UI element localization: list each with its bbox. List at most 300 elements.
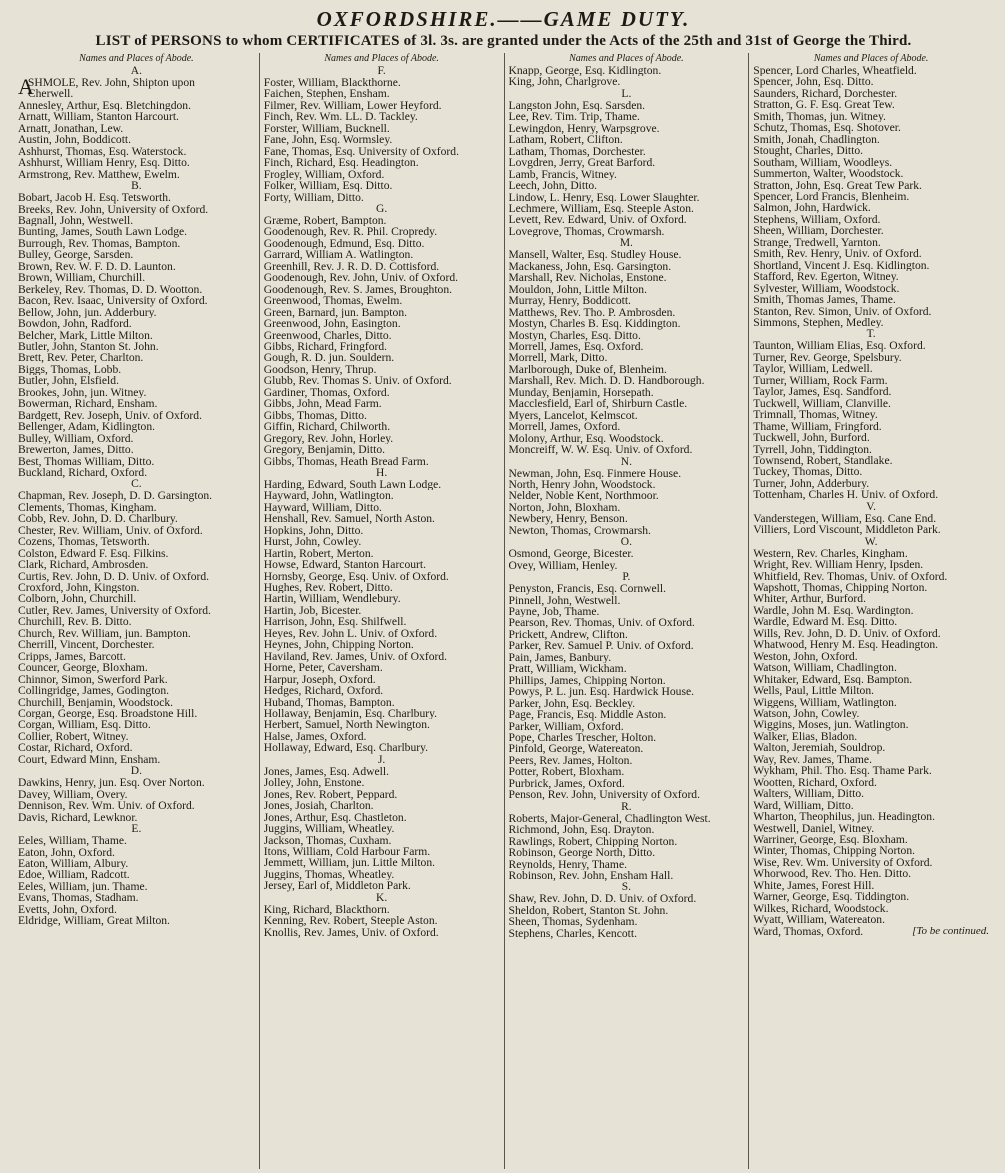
entry-text: Harpur, Joseph, Oxford.: [263, 673, 376, 686]
list-entry: [753, 513, 989, 524]
list-entry: [753, 868, 989, 879]
entry-text: Wiggins, Moses, jun. Watlington.: [753, 719, 909, 731]
list-entry: [509, 226, 745, 237]
entry-text: Greenhill, Rev. J. R. D. D. Cottisford.: [263, 260, 440, 273]
entry-text: Goodson, Henry, Thrup.: [263, 363, 377, 376]
list-entry: [509, 203, 745, 214]
entry-text: Lovgdren, Jerry, Great Barford.: [508, 157, 656, 169]
entry-text: Nelder, Noble Kent, Northmoor.: [508, 490, 659, 502]
entry-text: Eeles, William, jun. Thame.: [18, 880, 148, 893]
entry-text: Gough, R. D. jun. Souldern.: [263, 352, 395, 364]
list-entry: [18, 249, 255, 260]
list-entry: [264, 731, 500, 742]
entry-text: Salmon, John, Hardwick.: [753, 202, 871, 214]
entry-text: Weston, John, Oxford.: [753, 650, 858, 663]
entry-text: Biggs, Thomas, Lobb.: [18, 363, 122, 376]
entry-text: Tuckwell, John, Burford.: [753, 432, 870, 444]
entry-text: Corgan, William, Esq. Ditto.: [18, 719, 151, 731]
entry-text: Stought, Charles, Ditto.: [753, 145, 864, 157]
entry-text: Juggins, Thomas, Wheatley.: [263, 868, 395, 881]
entry-text: Taylor, James, Esq. Sandford.: [753, 386, 892, 398]
entry-text: Matthews, Rev. Tho. P. Ambrosden.: [508, 306, 676, 319]
list-entry: [509, 732, 745, 743]
list-entry: [753, 891, 989, 902]
list-entry: [264, 295, 500, 306]
entry-text: Butler, John, Elsfield.: [18, 375, 119, 387]
list-entry: [18, 226, 255, 237]
list-entry: [18, 685, 255, 696]
list-entry: [18, 593, 255, 604]
list-entry: [753, 214, 989, 225]
entry-text: Schutz, Thomas, Esq. Shotover.: [753, 122, 901, 134]
list-entry: [18, 731, 255, 742]
list-entry: [509, 675, 745, 686]
entry-text: Wardle, Edward M. Esq. Ditto.: [753, 616, 898, 628]
entry-text: Hornsby, George, Esq. Univ. of Oxford.: [263, 570, 449, 583]
entry-text: Leech, John, Ditto.: [508, 180, 598, 192]
entry-text: Jones, Rev. Robert, Peppard.: [263, 788, 398, 801]
list-entry: [18, 375, 255, 386]
entry-text: Wharton, Theophilus, jun. Headington.: [753, 811, 935, 823]
list-entry: [264, 318, 500, 329]
entry-text: Eldridge, William, Great Milton.: [18, 915, 170, 927]
entry-text: Arnatt, Jonathan, Lew.: [18, 122, 124, 135]
list-entry: [264, 157, 500, 168]
entry-text: Knapp, George, Esq. Kidlington.: [508, 65, 662, 77]
entry-text: Marlborough, Duke of, Blenheim.: [508, 363, 667, 376]
entry-text: Goodenough, Rev. R. Phil. Cropredy.: [263, 226, 438, 238]
list-entry: [18, 719, 255, 730]
entry-text: Colston, Edward F. Esq. Filkins.: [18, 547, 169, 560]
list-entry: [18, 111, 255, 122]
entry-text: SHMOLE, Rev. John, Shipton upon: [27, 77, 195, 89]
list-entry: [18, 754, 255, 765]
entry-text: Molony, Arthur, Esq. Woodstock.: [508, 432, 664, 445]
entry-text: Greenwood, Thomas, Ewelm.: [263, 295, 403, 307]
entry-text: Bellenger, Adam, Kidlington.: [18, 421, 156, 433]
entry-text: Latham, Robert, Clifton.: [508, 134, 623, 146]
list-entry: [753, 398, 989, 409]
entry-text: Lamb, Francis, Witney.: [508, 168, 617, 181]
entry-text: Trimnall, Thomas, Witney.: [753, 409, 878, 421]
list-entry: [18, 616, 255, 627]
list-entry: [753, 616, 989, 627]
list-entry: [264, 605, 500, 616]
entry-text: Frogley, William, Oxford.: [263, 168, 385, 181]
entry-text: Turner, Rev. George, Spelsbury.: [753, 351, 902, 364]
list-entry: [264, 88, 500, 99]
entry-text: Davis, Richard, Lewknor.: [18, 811, 138, 824]
entry-text: Goodenough, Edmund, Esq. Ditto.: [263, 237, 425, 250]
list-entry: [264, 192, 500, 203]
entry-text: Bellow, John, jun. Adderbury.: [18, 306, 157, 319]
entry-text: Mostyn, Charles, Esq. Ditto.: [508, 329, 641, 341]
list-entry: [18, 915, 255, 926]
entry-text: Cutler, Rev. James, University of Oxford.: [18, 604, 211, 617]
column-header: Names and Places of Abode.: [324, 53, 439, 64]
list-entry: [18, 559, 255, 570]
entry-text: Watson, John, Cowley.: [753, 708, 860, 720]
list-entry: [509, 663, 745, 674]
entry-text: Hughes, Rev. Robert, Ditto.: [263, 582, 393, 594]
list-entry: [509, 595, 745, 606]
entry-text: Robinson, George North, Ditto.: [508, 847, 656, 859]
entry-text: Clark, Richard, Ambrosden.: [18, 559, 149, 571]
entry-text: Wills, Rev. John, D. D. Univ. of Oxford.: [753, 627, 941, 640]
list-entry: [509, 525, 745, 536]
entry-text: Richmond, John, Esq. Drayton.: [508, 824, 655, 836]
entry-text: Wootten, Richard, Oxford.: [753, 776, 877, 789]
list-entry: [509, 778, 745, 789]
list-entry: [509, 560, 745, 571]
entry-text: Summerton, Walter, Woodstock.: [753, 168, 904, 180]
list-entry: [18, 307, 255, 318]
list-entry: [753, 489, 989, 500]
list-entry: [18, 284, 255, 295]
section-letter: J.: [377, 753, 386, 766]
list-entry: [509, 214, 745, 225]
list-entry: [264, 674, 500, 685]
list-entry: [18, 169, 255, 180]
entry-text: Ward, Thomas, Oxford.: [753, 925, 864, 938]
column-header: Names and Places of Abode.: [79, 53, 194, 64]
list-entry: [509, 157, 745, 168]
section-letter: S.: [621, 881, 632, 894]
entry-text: Cripps, James, Barcott.: [18, 650, 126, 663]
list-entry: [18, 77, 255, 100]
entry-text: Way, Rev. James, Thame.: [753, 753, 872, 766]
entry-text: Rawlings, Robert, Chipping Norton.: [508, 835, 678, 848]
entry-text: Tottenham, Charles H. Univ. of Oxford.: [753, 489, 939, 501]
entry-text: Lewingdon, Henry, Warpsgrove.: [508, 122, 660, 135]
list-entry: [753, 742, 989, 753]
entry-text: Latham, Thomas, Dorchester.: [508, 145, 646, 158]
list-entry: [18, 605, 255, 616]
list-entry: [509, 617, 745, 628]
entry-text: Wyatt, William, Watereaton.: [753, 914, 885, 926]
list-entry: [753, 777, 989, 788]
section-letter: O.: [620, 536, 632, 549]
entry-text: Jones, Josiah, Charlton.: [263, 800, 374, 812]
list-entry: [264, 904, 500, 915]
list-entry: [264, 582, 500, 593]
entry-text: Evans, Thomas, Stadham.: [18, 892, 139, 904]
entry-text: Collingridge, James, Godington.: [18, 685, 170, 697]
list-entry: [264, 571, 500, 582]
entry-text: Langston John, Esq. Sarsden.: [508, 99, 646, 112]
list-entry: [18, 502, 255, 513]
entry-text: Stanton, Rev. Simon, Univ. of Oxford.: [753, 305, 932, 317]
entry-text: Gregory, Benjamin, Ditto.: [263, 444, 386, 456]
list-entry: [264, 708, 500, 719]
list-entry: [753, 421, 989, 432]
entry-text: Whitfield, Rev. Thomas, Univ. of Oxford.: [753, 570, 948, 583]
list-entry: [509, 513, 745, 524]
list-entry: [264, 330, 500, 341]
list-entry: [264, 100, 500, 111]
list-entry: [264, 180, 500, 191]
list-entry: [18, 272, 255, 283]
page-subtitle: LIST of PERSONS to whom CERTIFICATES of 3l. 3s. are granted under the Acts of the 25th and 31st of George the Third.: [95, 33, 912, 49]
list-entry: [18, 548, 255, 559]
entry-text: Sylvester, William, Woodstock.: [753, 282, 900, 295]
list-entry: [509, 468, 745, 479]
list-entry: [753, 674, 989, 685]
list-entry: [509, 813, 745, 824]
entry-text: Dennison, Rev. Wm. Univ. of Oxford.: [18, 800, 195, 812]
entry-text: Whatwood, Henry M. Esq. Headington.: [753, 639, 939, 651]
list-entry: [753, 180, 989, 191]
list-entry: [264, 433, 500, 444]
list-entry: [753, 880, 989, 891]
entry-text: Hayward, William, Ditto.: [263, 501, 382, 514]
section-letter: R.: [621, 800, 632, 813]
entry-text: Fane, John, Esq. Wormsley.: [263, 134, 393, 146]
list-entry: [18, 421, 255, 432]
list-entry: [753, 662, 989, 673]
entry-text: Phillips, James, Chipping Norton.: [508, 674, 666, 687]
entry-text: Hollaway, Edward, Esq. Charlbury.: [263, 742, 429, 754]
entry-text: Spencer, John, Esq. Ditto.: [753, 76, 874, 88]
list-entry: [753, 225, 989, 236]
entry-text: Warner, George, Esq. Tiddington.: [753, 891, 910, 903]
entry-text: Heynes, John, Chipping Norton.: [263, 639, 414, 651]
list-entry: [264, 639, 500, 650]
entry-text: Arnatt, William, Stanton Harcourt.: [18, 111, 179, 123]
column-4: [748, 53, 993, 1169]
list-entry: [509, 928, 745, 939]
entry-text: Parker, Rev. Samuel P. Univ. of Oxford.: [508, 640, 694, 652]
list-entry: [753, 283, 989, 294]
entry-text: Churchill, Benjamin, Woodstock.: [18, 696, 174, 709]
list-entry: [264, 387, 500, 398]
entry-text: Stephens, Charles, Kencott.: [508, 927, 637, 940]
list-entry: [18, 398, 255, 409]
list-entry: [753, 134, 989, 145]
entry-text: Ashhurst, William Henry, Esq. Ditto.: [18, 157, 190, 169]
entry-text: Goodenough, Rev. John, Univ. of Oxford.: [263, 272, 459, 284]
entry-text: Green, Barnard, jun. Bampton.: [263, 306, 408, 319]
list-entry: [264, 697, 500, 708]
list-entry: [264, 77, 500, 88]
list-entry: [753, 548, 989, 559]
list-entry: [264, 812, 500, 823]
entry-text: King, John, Charlgrove.: [508, 76, 621, 88]
entry-text: Garrard, William A. Watlington.: [263, 249, 414, 261]
entry-text: Lee, Rev. Tim. Trip, Thame.: [508, 111, 640, 123]
list-entry: [753, 685, 989, 696]
section-letter: V.: [866, 500, 876, 513]
entry-text: Bobart, Jacob H. Esq. Tetsworth.: [18, 192, 171, 204]
list-entry: [264, 284, 500, 295]
list-entry: [753, 708, 989, 719]
entry-text-continued: Cherwell.: [27, 87, 74, 100]
list-entry: [509, 755, 745, 766]
list-entry: [18, 123, 255, 134]
list-entry: [509, 709, 745, 720]
list-entry: [18, 639, 255, 650]
list-entry: [264, 846, 500, 857]
list-entry: [18, 352, 255, 363]
section-letter: G.: [376, 202, 388, 215]
entry-text: Stephens, William, Oxford.: [753, 213, 881, 226]
entry-text: Greenwood, Charles, Ditto.: [263, 329, 392, 341]
list-entry: [753, 903, 989, 914]
entry-text: Dawkins, Henry, jun. Esq. Over Norton.: [18, 777, 205, 789]
section-letter: W.: [864, 535, 878, 548]
entry-text: Stratton, John, Esq. Great Tew Park.: [753, 179, 922, 191]
entry-text: Penson, Rev. John, University of Oxford.: [508, 789, 700, 801]
list-entry: [753, 248, 989, 259]
list-entry: [264, 421, 500, 432]
entry-text: Forster, William, Bucknell.: [263, 122, 390, 135]
continued-note: [To be continued.: [912, 925, 989, 937]
entry-text: Chester, Rev. William, Univ. of Oxford.: [18, 524, 203, 537]
column-header: Names and Places of Abode.: [813, 53, 929, 64]
list-entry: [509, 180, 745, 191]
entry-text: Marshall, Rev. Mich. D. D. Handborough.: [508, 375, 705, 387]
entry-text: Newbery, Henry, Benson.: [508, 513, 628, 525]
entry-text: Turner, William, Rock Farm.: [753, 374, 888, 387]
list-entry: [753, 571, 989, 582]
entry-text: Robinson, Rev. John, Ensham Hall.: [508, 870, 674, 882]
entry-text: Court, Edward Minn, Ensham.: [18, 753, 161, 766]
entry-text: Wise, Rev. Wm. University of Oxford.: [753, 856, 933, 869]
list-entry: [509, 698, 745, 709]
list-entry: [264, 628, 500, 639]
entry-text: Winter, Thomas, Chipping Norton.: [753, 845, 916, 857]
entry-text: Brookes, John, jun. Witney.: [18, 386, 147, 399]
entry-text: Jolley, John, Enstone.: [263, 777, 365, 789]
list-entry: [264, 662, 500, 673]
entry-text: Ovey, William, Henley.: [508, 559, 618, 572]
entry-text: Mouldon, John, Little Milton.: [508, 283, 647, 296]
list-entry: [18, 146, 255, 157]
entry-text: Sheen, William, Dorchester.: [753, 225, 884, 237]
list-entry: [18, 869, 255, 880]
entry-text: Sheen, Thomas, Sydenham.: [508, 916, 638, 928]
list-entry: [753, 294, 989, 305]
entry-text: Cobb, Rev. John, D. D. Charlbury.: [18, 513, 178, 525]
entry-text: Prickett, Andrew, Clifton.: [508, 628, 628, 641]
list-entry: [264, 823, 500, 834]
list-entry: [509, 169, 745, 180]
entry-text: Sheldon, Robert, Stanton St. John.: [508, 904, 669, 917]
list-entry: [753, 88, 989, 99]
list-entry: [264, 444, 500, 455]
list-entry: [18, 881, 255, 892]
section-letter: C.: [131, 478, 142, 491]
list-entry: [509, 192, 745, 203]
list-entry: [753, 271, 989, 282]
list-entry: [18, 708, 255, 719]
list-entry: [264, 146, 500, 157]
entry-text: Heyes, Rev. John L. Univ. of Oxford.: [263, 627, 438, 640]
entry-text: Cozens, Thomas, Tetsworth.: [18, 536, 150, 548]
entry-text: Walker, Elias, Bladon.: [753, 730, 858, 743]
list-entry: [18, 134, 255, 145]
list-entry: [509, 905, 745, 916]
list-entry: [264, 226, 500, 237]
list-entry: [18, 789, 255, 800]
list-entry: [264, 123, 500, 134]
list-entry: [264, 857, 500, 868]
list-entry: [264, 502, 500, 513]
entry-text: Wilkes, Richard, Woodstock.: [753, 902, 889, 915]
entry-text: Macclesfield, Earl of, Shirburn Castle.: [508, 398, 688, 410]
entry-text: Finch, Richard, Esq. Headington.: [263, 157, 419, 169]
list-entry: [753, 375, 989, 386]
list-entry: [509, 686, 745, 697]
list-entry: [18, 571, 255, 582]
entry-text: Gardiner, Thomas, Oxford.: [263, 386, 390, 399]
entry-text: Bardgett, Rev. Joseph, Univ. of Oxford.: [18, 409, 202, 422]
entry-text: Best, Thomas William, Ditto.: [18, 455, 155, 467]
list-entry: [509, 502, 745, 513]
entry-text: Taunton, William Elias, Esq. Oxford.: [753, 340, 926, 352]
list-entry: [264, 341, 500, 352]
list-entry: [264, 777, 500, 788]
entry-text: Corgan, George, Esq. Broadstone Hill.: [18, 708, 198, 720]
list-entry: [753, 306, 989, 317]
list-entry: [264, 490, 500, 501]
entry-text: Chapman, Rev. Joseph, D. D. Garsington.: [18, 490, 213, 502]
entry-text: Whitaker, Edward, Esq. Bampton.: [753, 673, 913, 686]
entry-text: Horne, Peter, Caversham.: [263, 662, 383, 674]
entry-text: Hopkins, John, Ditto.: [263, 524, 364, 537]
list-entry: [509, 836, 745, 847]
entry-text: Stratton, G. F. Esq. Great Tew.: [753, 99, 895, 111]
entry-text: Harding, Edward, South Lawn Lodge.: [263, 478, 442, 491]
list-entry: [753, 76, 989, 87]
list-entry: [18, 628, 255, 639]
list-entry: [753, 202, 989, 213]
list-entry: [264, 169, 500, 180]
entry-text: Brown, William, Churchill.: [18, 272, 146, 284]
list-entry: [753, 605, 989, 616]
list-entry: [18, 295, 255, 306]
list-entry: [264, 272, 500, 283]
entry-text: Brett, Rev. Peter, Charlton.: [18, 352, 144, 364]
list-entry: [264, 364, 500, 375]
entry-text: Wapshott, Thomas, Chipping Norton.: [753, 582, 928, 594]
entry-text: Western, Rev. Charles, Kingham.: [753, 547, 908, 560]
entry-text: Juggins, William, Wheatley.: [263, 823, 395, 835]
entry-text: Wiggens, William, Watlington.: [753, 696, 897, 709]
entry-text: Cherrill, Vincent, Dorchester.: [18, 639, 155, 651]
list-entry: [18, 812, 255, 823]
entry-text: Buckland, Richard, Oxford.: [18, 466, 148, 479]
entry-text: Tuckwell, William, Clanville.: [753, 397, 891, 410]
list-entry: [509, 76, 745, 87]
list-entry: [18, 456, 255, 467]
list-entry: [18, 387, 255, 398]
entry-text: Eaton, William, Albury.: [18, 858, 129, 870]
list-entry: [753, 639, 989, 650]
list-entry: [753, 719, 989, 730]
list-entry: [753, 926, 989, 937]
entry-text: Bulley, George, Sarsden.: [18, 249, 134, 261]
entry-text: Moncreiff, W. W. Esq. Univ. of Oxford.: [508, 444, 693, 456]
list-entry: [753, 352, 989, 363]
entry-text: Forty, William, Ditto.: [263, 191, 364, 203]
entry-text: Smith, Thomas James, Thame.: [753, 294, 896, 306]
list-entry: [18, 892, 255, 903]
list-entry: [753, 857, 989, 868]
list-entry: [264, 593, 500, 604]
list-entry: [509, 444, 745, 455]
entry-text: Peers, Rev. James, Holton.: [508, 754, 633, 767]
